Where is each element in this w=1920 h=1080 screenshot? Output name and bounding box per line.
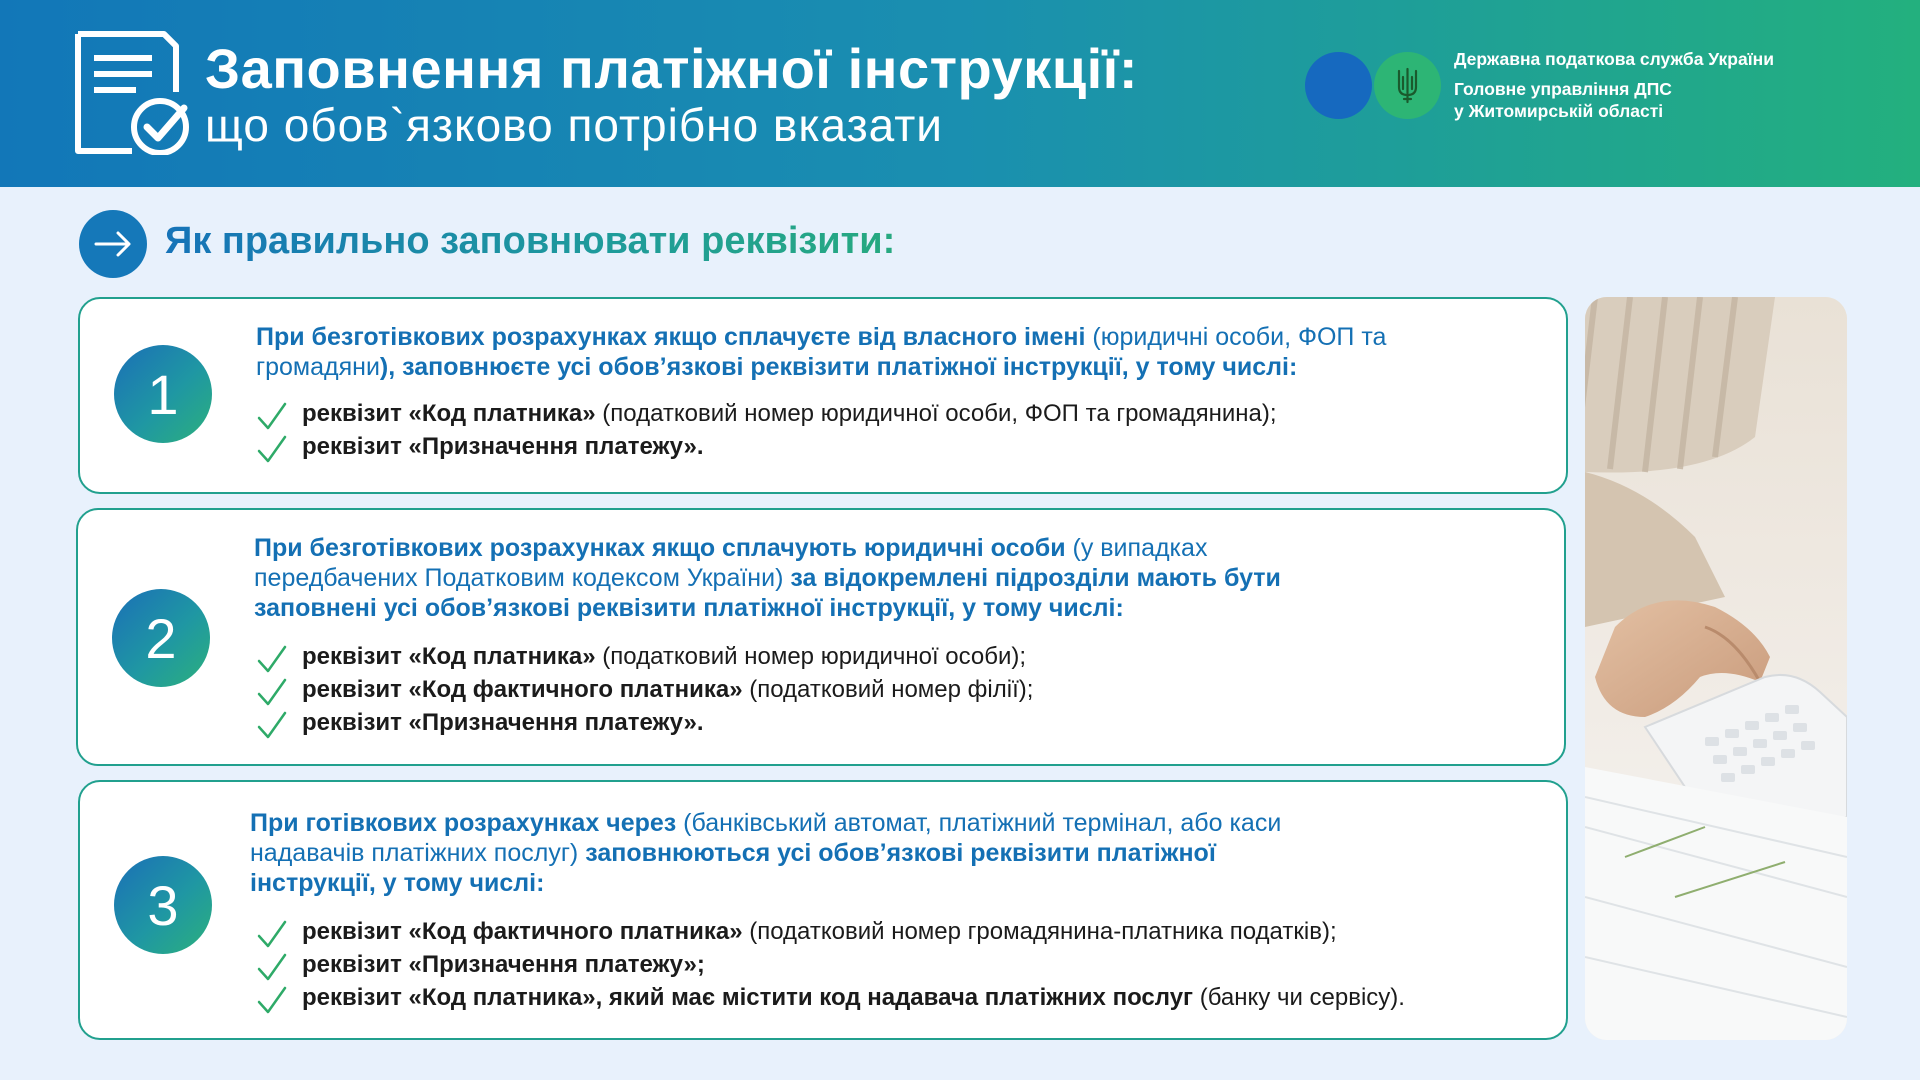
org-line-2: Головне управління ДПС (1454, 79, 1672, 99)
item-normal: (податковий номер філії); (742, 676, 1034, 703)
card-number: 2 (112, 589, 210, 687)
list-item (256, 706, 1033, 739)
list-item (256, 915, 1405, 948)
lead-bold: ), заповнюєте усі обов’язкові реквізити платіжної інструкції, у тому числі: (379, 353, 1298, 381)
lead-normal: (у випадках передбачених Податковим кодексом України) (254, 534, 1208, 592)
organization-name (1454, 48, 1774, 122)
checkmark-icon (256, 434, 288, 466)
item-bold: реквізит «Призначення платежу». (302, 433, 704, 460)
checkmark-icon (256, 710, 288, 742)
list-item (256, 397, 1277, 430)
requirement-card-1 (78, 297, 1568, 494)
list-item (256, 981, 1405, 1014)
card-lead-text (250, 808, 1330, 898)
document-check-icon (74, 30, 194, 155)
lead-normal: (банківський автомат, платіжний термінал, або каси надавачів платіжних послуг) (250, 809, 1282, 867)
logo-circle-blue (1305, 52, 1372, 119)
lead-bold: При безготівкових розрахунках якщо сплачують юридичні особи (254, 534, 1066, 562)
section-title: Як правильно заповнювати реквізити: (165, 220, 896, 262)
item-normal: (податковий номер громадянина-платника податків); (742, 918, 1337, 945)
card-number: 3 (114, 856, 212, 954)
list-item (256, 673, 1033, 706)
checkmark-icon (256, 401, 288, 433)
item-normal: (податковий номер юридичної особи, ФОП та громадянина); (595, 400, 1277, 427)
item-bold: реквізит «Призначення платежу»; (302, 951, 705, 978)
list-item (256, 430, 1277, 463)
checkmark-icon (256, 919, 288, 951)
page-subtitle: що обов`язково потрібно вказати (205, 99, 944, 151)
trident-icon (1396, 67, 1419, 104)
lead-bold: При готівкових розрахунках через (250, 809, 677, 837)
requirements-list (256, 397, 1277, 463)
checkmark-icon (256, 644, 288, 676)
item-bold: реквізит «Код платника», який має містити код надавача платіжних послуг (302, 984, 1194, 1011)
org-line-3: у Житомирській області (1454, 101, 1664, 121)
card-lead-text (256, 322, 1516, 382)
item-bold: реквізит «Призначення платежу». (302, 709, 704, 736)
item-bold: реквізит «Код фактичного платника» (302, 676, 743, 703)
requirements-list (256, 915, 1405, 1014)
page-title: Заповнення платіжної інструкції: (205, 37, 1139, 100)
item-normal: (банку чи сервісу). (1193, 984, 1405, 1011)
calculator-illustration (1585, 297, 1847, 1040)
checkmark-icon (256, 677, 288, 709)
logo-circle-green (1374, 52, 1441, 119)
card-lead-text (254, 533, 1364, 623)
requirements-list (256, 640, 1033, 739)
item-bold: реквізит «Код платника» (302, 643, 596, 670)
lead-bold: заповнюються усі обов’язкові реквізити платіжної інструкції, у тому числі: (250, 839, 1216, 897)
requirement-card-2 (76, 508, 1566, 766)
lead-normal: (юридичні особи, ФОП та громадяни (256, 323, 1387, 381)
org-line-1: Державна податкова служба України (1454, 49, 1774, 69)
checkmark-icon (256, 952, 288, 984)
list-item (256, 640, 1033, 673)
item-normal: (податковий номер юридичної особи); (595, 643, 1027, 670)
item-bold: реквізит «Код платника» (302, 400, 596, 427)
header-banner (0, 0, 1920, 187)
requirement-card-3 (78, 780, 1568, 1040)
arrow-right-icon (79, 210, 147, 278)
lead-bold: за відокремлені підрозділи мають бути заповнені усі обов’язкові реквізити платіжної інструкції, у тому числі: (254, 564, 1281, 622)
card-number: 1 (114, 345, 212, 443)
checkmark-icon (256, 985, 288, 1017)
list-item (256, 948, 1405, 981)
calculator-photo (1585, 297, 1847, 1040)
lead-bold: При безготівкових розрахунках якщо сплачуєте від власного імені (256, 323, 1086, 351)
item-bold: реквізит «Код фактичного платника» (302, 918, 743, 945)
